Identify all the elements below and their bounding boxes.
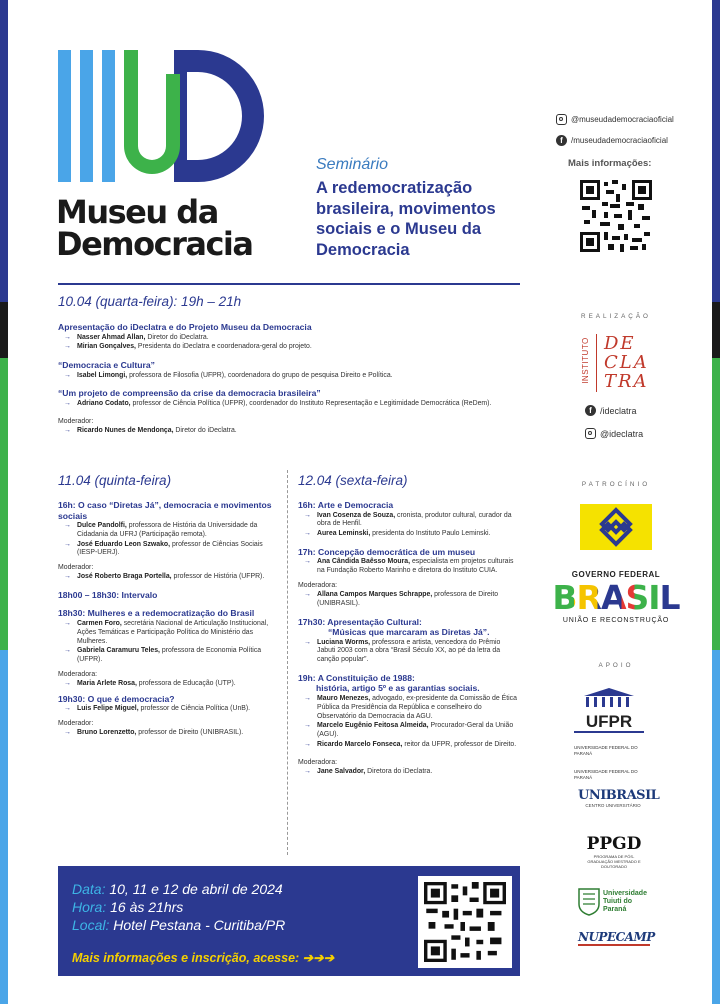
banco-do-brasil-logo-icon	[580, 504, 652, 550]
ideclatra-instagram-row	[585, 428, 643, 439]
session-subtitle: “Músicas que marcaram as Diretas Já”.	[328, 627, 490, 638]
footer-time: Hora: 16 às 21hrs	[72, 899, 184, 915]
ideclatra-facebook-row	[585, 405, 637, 416]
session-title: 17h30: Apresentação Cultural:	[298, 616, 422, 627]
moderator: → Maria Arlete Rosa, professora de Educação (UTP).	[58, 680, 280, 689]
ideclatra-line2: CLA	[604, 352, 649, 373]
session-title: 17h: Concepção democrática de um museu	[298, 546, 476, 557]
speaker: → Adriano Codato, professor de Ciência Política (UFPR), coordenador do Instituto Representação e Legitimidade Democrática (ReDem).	[58, 400, 520, 409]
utp-logo	[578, 888, 658, 916]
speaker: → Carmen Foro, secretária Nacional de Articulação Institucional, Ações Temáticas e Participação Política do Ministério das Mulheres.	[58, 620, 280, 646]
moderator: → Ricardo Nunes de Mendonça, Diretor do iDeclatra.	[58, 427, 520, 436]
speaker: → Marcelo Eugênio Feitosa Almeida, Procurador-Geral da União (AGU).	[298, 722, 520, 740]
unibrasil-logo	[578, 788, 660, 808]
column-divider	[287, 470, 288, 855]
footer-cta[interactable]: Mais informações e inscrição, acesse: ➔➔➔	[72, 951, 335, 965]
speaker: → José Eduardo Leon Szwako, professor de Ciências Sociais (IESP-UERJ).	[58, 541, 280, 559]
footer-place: Local: Hotel Pestana - Curitiba/PR	[72, 917, 286, 933]
realizacao-label: REALIZAÇÃO	[581, 313, 651, 320]
speaker: → Mauro Menezes, advogado, ex-presidente da Comissão de Ética Pública da Presidência da República e conselheiro do Observatório da Democracia da AGU.	[298, 695, 520, 721]
header-divider	[58, 283, 520, 285]
qr-code-footer[interactable]	[418, 876, 512, 968]
ufpr-building-icon	[574, 688, 644, 708]
session-title: 19h30: O que é democracia?	[58, 693, 175, 704]
ppgd-logo	[582, 834, 646, 869]
speaker: → Nasser Ahmad Allan, Diretor do iDeclatra.	[58, 334, 520, 343]
footer-date: Data: 10, 11 e 12 de abril de 2024	[72, 881, 283, 897]
moderator: → Jane Salvador, Diretora do iDeclatra.	[298, 768, 520, 777]
facebook-icon: f	[585, 405, 596, 416]
speaker: → Luis Felipe Miguel, professor de Ciência Política (UnB).	[58, 705, 280, 714]
ppgd-name: PPGD	[586, 834, 642, 854]
day2-column	[58, 500, 280, 738]
session-title: 18h30: Mulheres e a redemocratização do Brasil	[58, 608, 255, 619]
gov-top: GOVERNO FEDERAL	[571, 570, 661, 579]
left-strip-blue	[0, 0, 8, 302]
speaker: → Ana Cândida Baêsso Moura, especialista em projetos culturais na Fundação Roberto Marinho e diretora do Instituto CUIA.	[298, 558, 520, 576]
day3-column	[298, 500, 520, 777]
moderator-label: Moderadora:	[298, 758, 338, 766]
seminar-title: A redemocratização brasileira, movimentos sociais e o Museu da Democracia	[316, 179, 496, 259]
ufpr-logo	[574, 688, 644, 781]
speaker: → Luciana Worms, professora e artista, vencedora do Prêmio Jabuti 2003 com a obra “Brasil Século XX, ao pé da letra da canção popular”.	[298, 639, 520, 665]
session-subtitle: história, artigo 5º e as garantias sociais.	[316, 683, 480, 694]
gov-word: BRASIL	[550, 579, 682, 617]
footer-box	[58, 866, 520, 976]
day1-session-1	[58, 322, 520, 352]
ppgd-sub: PROGRAMA DE PÓS-GRADUAÇÃO MESTRADO E DOUTORADO	[587, 854, 641, 869]
ideclatra-facebook[interactable]: /ideclatra	[600, 405, 637, 416]
instagram-handle[interactable]: @museudademocraciaoficial	[571, 115, 674, 124]
moderator-label: Moderadora:	[58, 670, 98, 678]
right-strip-black	[712, 302, 720, 358]
left-strip-green	[0, 358, 8, 650]
ideclatra-line3: TRA	[604, 371, 649, 392]
speaker: → Gabriela Caramuru Teles, professora de Economia Política (UFPR).	[58, 647, 280, 665]
ideclatra-line1: DE	[604, 333, 636, 354]
utp-name: Universidade Tuiuti do Paraná	[603, 890, 647, 913]
instagram-row	[556, 114, 674, 125]
session-title: “Um projeto de compreensão da crise da democracia brasileira”	[58, 388, 321, 399]
left-strip-lightblue	[0, 650, 8, 1004]
moderator: → José Roberto Braga Portella, professor de História (UFPR).	[58, 573, 280, 582]
instagram-icon	[556, 114, 567, 125]
gov-federal-logo	[550, 570, 682, 624]
ufpr-name: UFPR	[574, 713, 644, 733]
ufpr-sub-2: UNIVERSIDADE FEDERAL DO PARANÁ	[574, 769, 638, 780]
session-title: 16h: Arte e Democracia	[298, 500, 394, 510]
unibrasil-name: UNIBRASIL	[578, 788, 660, 803]
moderator-label: Moderadora:	[298, 581, 338, 589]
speaker: → Isabel Limongi, professora de Filosofia (UFPR), coordenadora do grupo de pesquisa Direito e Política.	[58, 372, 520, 381]
day1-sessions	[58, 322, 520, 435]
speaker: → Mirian Gonçalves, Presidenta do iDeclatra e coordenadora-geral do projeto.	[58, 343, 520, 352]
logo-title: Museu da Democracia	[56, 193, 253, 263]
speaker: → Ricardo Marcelo Fonseca, reitor da UFPR, professor de Direito.	[298, 741, 520, 750]
apoio-label: APOIO	[598, 662, 634, 669]
seminar-label: Seminário	[316, 156, 389, 173]
ideclatra-instagram[interactable]: @ideclatra	[600, 428, 644, 439]
moderator-label: Moderador:	[58, 564, 94, 572]
facebook-icon: f	[556, 135, 567, 146]
speaker: → Dulce Pandolfi, professora de História da Universidade da Cidadania da UFRJ (Participação remota).	[58, 522, 280, 540]
moderator-label: Moderador:	[58, 417, 94, 425]
speaker: → Ivan Cosenza de Souza, cronista, produtor cultural, curador da obra de Henfil.	[298, 512, 520, 530]
day1-heading: 10.04 (quarta-feira): 19h – 21h	[58, 294, 242, 309]
speaker: → Aurea Leminski, presidenta do Instituto Paulo Leminski.	[298, 530, 520, 539]
day3-heading: 12.04 (sexta-feira)	[298, 473, 408, 488]
right-strip-blue	[712, 0, 720, 302]
nupecamp-logo	[578, 930, 655, 946]
session-title: Apresentação do iDeclatra e do Projeto Museu da Democracia	[58, 322, 312, 332]
moderator: → Allana Campos Marques Schrappe, professora de Direito (UNIBRASIL).	[298, 591, 520, 609]
facebook-handle[interactable]: /museudademocraciaoficial	[571, 136, 668, 145]
ideclatra-logo	[580, 334, 660, 396]
left-strip-black	[0, 302, 8, 358]
right-strip-lightblue	[712, 650, 720, 1004]
facebook-row	[556, 135, 668, 146]
session-title: 19h: A Constituição de 1988:	[298, 672, 415, 683]
utp-shield-icon	[578, 888, 600, 916]
day1-session-3	[58, 388, 520, 408]
nupecamp-name: NUPECAMP	[578, 930, 655, 944]
day1-session-2	[58, 360, 520, 380]
gov-bottom: UNIÃO E RECONSTRUÇÃO	[562, 617, 670, 624]
moderator: → Bruno Lorenzetto, professor de Direito (UNIBRASIL).	[58, 729, 280, 738]
day2-heading: 11.04 (quinta-feira)	[58, 473, 172, 488]
ideclatra-instituto: INSTITUTO	[580, 337, 590, 384]
patrocinio-label: PATROCÍNIO	[581, 481, 651, 488]
moderator-label: Moderador:	[58, 720, 94, 728]
session-title: 16h: O caso “Diretas Já”, democracia e movimentos sociais	[58, 500, 272, 521]
qr-code-top[interactable]	[580, 180, 652, 252]
museu-logo-icon	[58, 50, 268, 184]
unibrasil-sub: CENTRO UNIVERSITÁRIO	[585, 803, 641, 808]
interval: 18h00 – 18h30: Intervalo	[58, 589, 158, 600]
instagram-icon	[585, 428, 596, 439]
right-strip-green	[712, 358, 720, 650]
more-info-label: Mais informações:	[568, 158, 652, 169]
ufpr-sub: UNIVERSIDADE FEDERAL DO PARANÁ	[574, 745, 638, 756]
session-title: “Democracia e Cultura”	[58, 360, 155, 371]
